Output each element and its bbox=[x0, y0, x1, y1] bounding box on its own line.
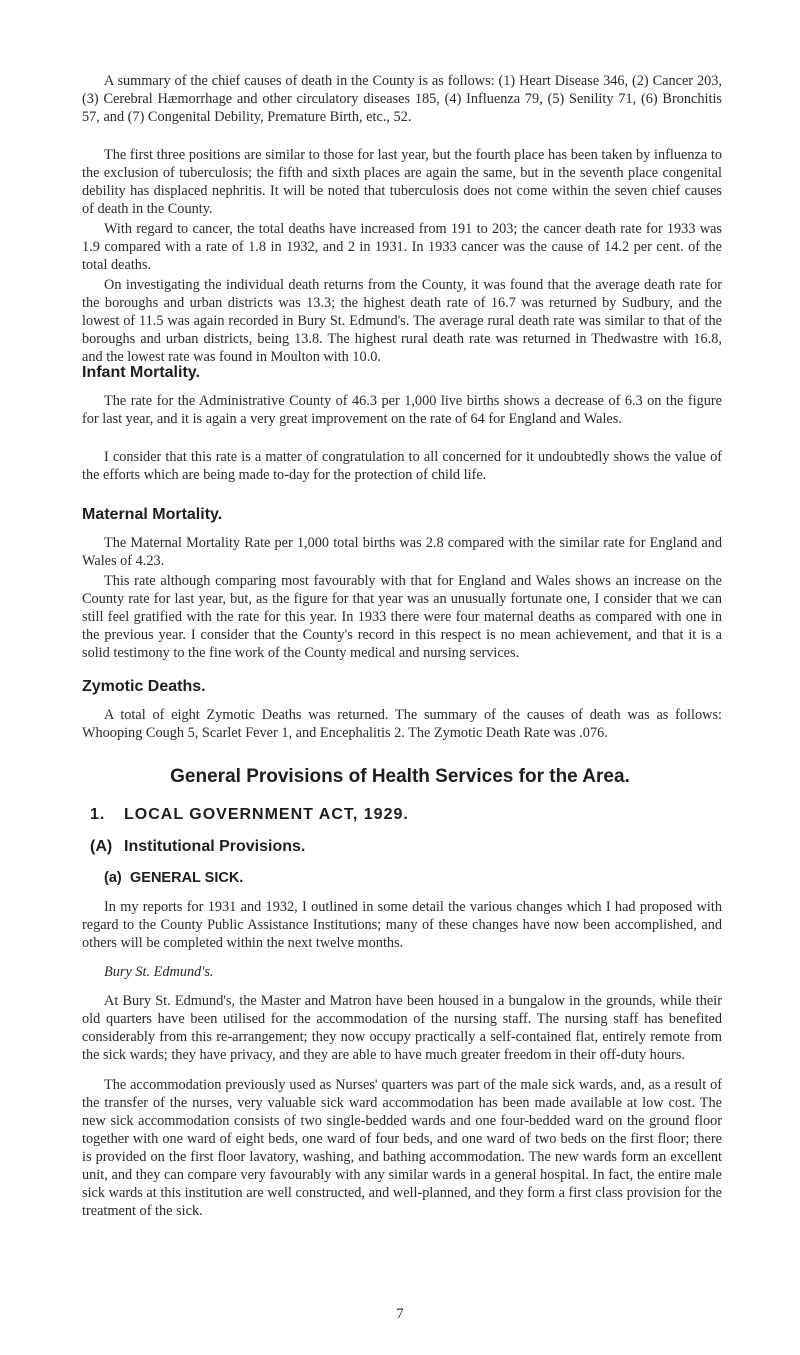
paragraph-cancer: With regard to cancer, the total deaths have increased from 191 to 203; the cancer death rate for 1933 was 1.9 compared with a rate of 1.8 in 1932, and 2 in 1931. In 1933 cancer was the cause of 14.2 per cent. of the total deaths. bbox=[82, 221, 722, 273]
paragraph-death-returns: On investigating the individual death returns from the County, it was found that the average death rate for the boroughs and urban districts was 13.3; the highest death rate of 16.7 was returned by Sudbury, and the lowest of 11.5 was again recorded in Bury St. Edmund's. The average rural death rate was similar to that of the boroughs and urban districts, being 13.8. The highest rural death rate was returned in Thedwastre with 16.8, and the lowest rate was found in Moulton with 10.0. bbox=[82, 277, 722, 365]
heading-general-provisions: General Provisions of Health Services for the Area. bbox=[170, 766, 630, 787]
heading-bury-st-edmunds: Bury St. Edmund's. bbox=[104, 964, 214, 980]
section-title: LOCAL GOVERNMENT ACT, 1929. bbox=[124, 806, 409, 823]
heading-general-sick bbox=[104, 870, 243, 886]
paragraph-reports: In my reports for 1931 and 1932, I outlined in some detail the various changes which I had proposed with regard to the County Public Assistance Institutions; many of these changes have now been accomplished, and others will be completed within the next twelve months. bbox=[82, 899, 722, 951]
subsubsection-marker: (a) bbox=[104, 870, 122, 886]
heading-zymotic-deaths: Zymotic Deaths. bbox=[82, 678, 206, 695]
heading-institutional-provisions bbox=[90, 838, 305, 856]
heading-local-government-act bbox=[90, 806, 409, 824]
paragraph-maternal-comparison: This rate although comparing most favourably with that for England and Wales shows an increase on the County rate for last year, but, as the figure for that year was an unusually fortunate one, I consider that we can still feel gratified with the rate for this year. In 1933 there were four maternal deaths as compared with one in the previous year. I consider that the County's record in this respect is no mean achievement, and that it is a solid testimony to the fine work of the County medical and nursing services. bbox=[82, 573, 722, 661]
subsubsection-title: GENERAL SICK. bbox=[130, 870, 244, 886]
paragraph-infant-congratulation: I consider that this rate is a matter of congratulation to all concerned for it undoubtedly shows the value of the efforts which are being made to-day for the protection of child life. bbox=[82, 449, 722, 483]
paragraph-infant-rate: The rate for the Administrative County of 46.3 per 1,000 live births shows a decrease of 6.3 on the figure for last year, and it is again a very great improvement on the rate of 64 for England and Wales. bbox=[82, 393, 722, 427]
subsection-title: Institutional Provisions. bbox=[124, 838, 306, 855]
paragraph-bury-housing: At Bury St. Edmund's, the Master and Matron have been housed in a bungalow in the grounds, while their old quarters have been utilised for the accommodation of the nursing staff. The nursing staff has benefited considerably from this re-arrangement; they now occupy practically a self-contained flat, entirely remote from the sick wards; they have privacy, and they are able to have much greater freedom in their off-duty hours. bbox=[82, 993, 722, 1063]
heading-maternal-mortality: Maternal Mortality. bbox=[82, 506, 223, 523]
paragraph-positions: The first three positions are similar to those for last year, but the fourth place has been taken by influenza to the exclusion of tuberculosis; the fifth and sixth places are again the same, but in the seventh place congenital debility has displaced nephritis. It will be noted that tuberculosis does not come within the seven chief causes of death in the County. bbox=[82, 147, 722, 217]
paragraph-accommodation: The accommodation previously used as Nurses' quarters was part of the male sick wards, and, as a result of the transfer of the nurses, very valuable sick ward accommodation has been made available at low cost. The new sick accommodation consists of two single-bedded wards and one four-bedded ward on the ground floor together with one ward of eight beds, one ward of four beds, and one ward of two beds on the first floor; there is provided on the first floor lavatory, washing, and bathing accommodation. The new wards form an excellent unit, and they can compare very favourably with any similar wards in a general hospital. In fact, the entire male sick wards at this institution are well constructed, and well-planned, and they form a first class provision for the treatment of the sick. bbox=[82, 1077, 722, 1219]
page-number: 7 bbox=[396, 1306, 404, 1322]
paragraph-zymotic: A total of eight Zymotic Deaths was returned. The summary of the causes of death was as follows: Whooping Cough 5, Scarlet Fever 1, and Encephalitis 2. The Zymotic Death Rate was .076. bbox=[82, 707, 722, 741]
section-number: 1. bbox=[90, 806, 106, 823]
subsection-marker: (A) bbox=[90, 838, 113, 855]
heading-infant-mortality: Infant Mortality. bbox=[82, 364, 200, 381]
paragraph-chief-causes: A summary of the chief causes of death in the County is as follows: (1) Heart Disease 346, (2) Cancer 203, (3) Cerebral Hæmorrhage and other circulatory diseases 185, (4) Influenza 79, (5) Senility 71, (6) Bronchitis 57, and (7) Congenital Debility, Premature Birth, etc., 52. bbox=[82, 73, 722, 125]
paragraph-maternal-rate: The Maternal Mortality Rate per 1,000 total births was 2.8 compared with the similar rate for England and Wales of 4.23. bbox=[82, 535, 722, 569]
